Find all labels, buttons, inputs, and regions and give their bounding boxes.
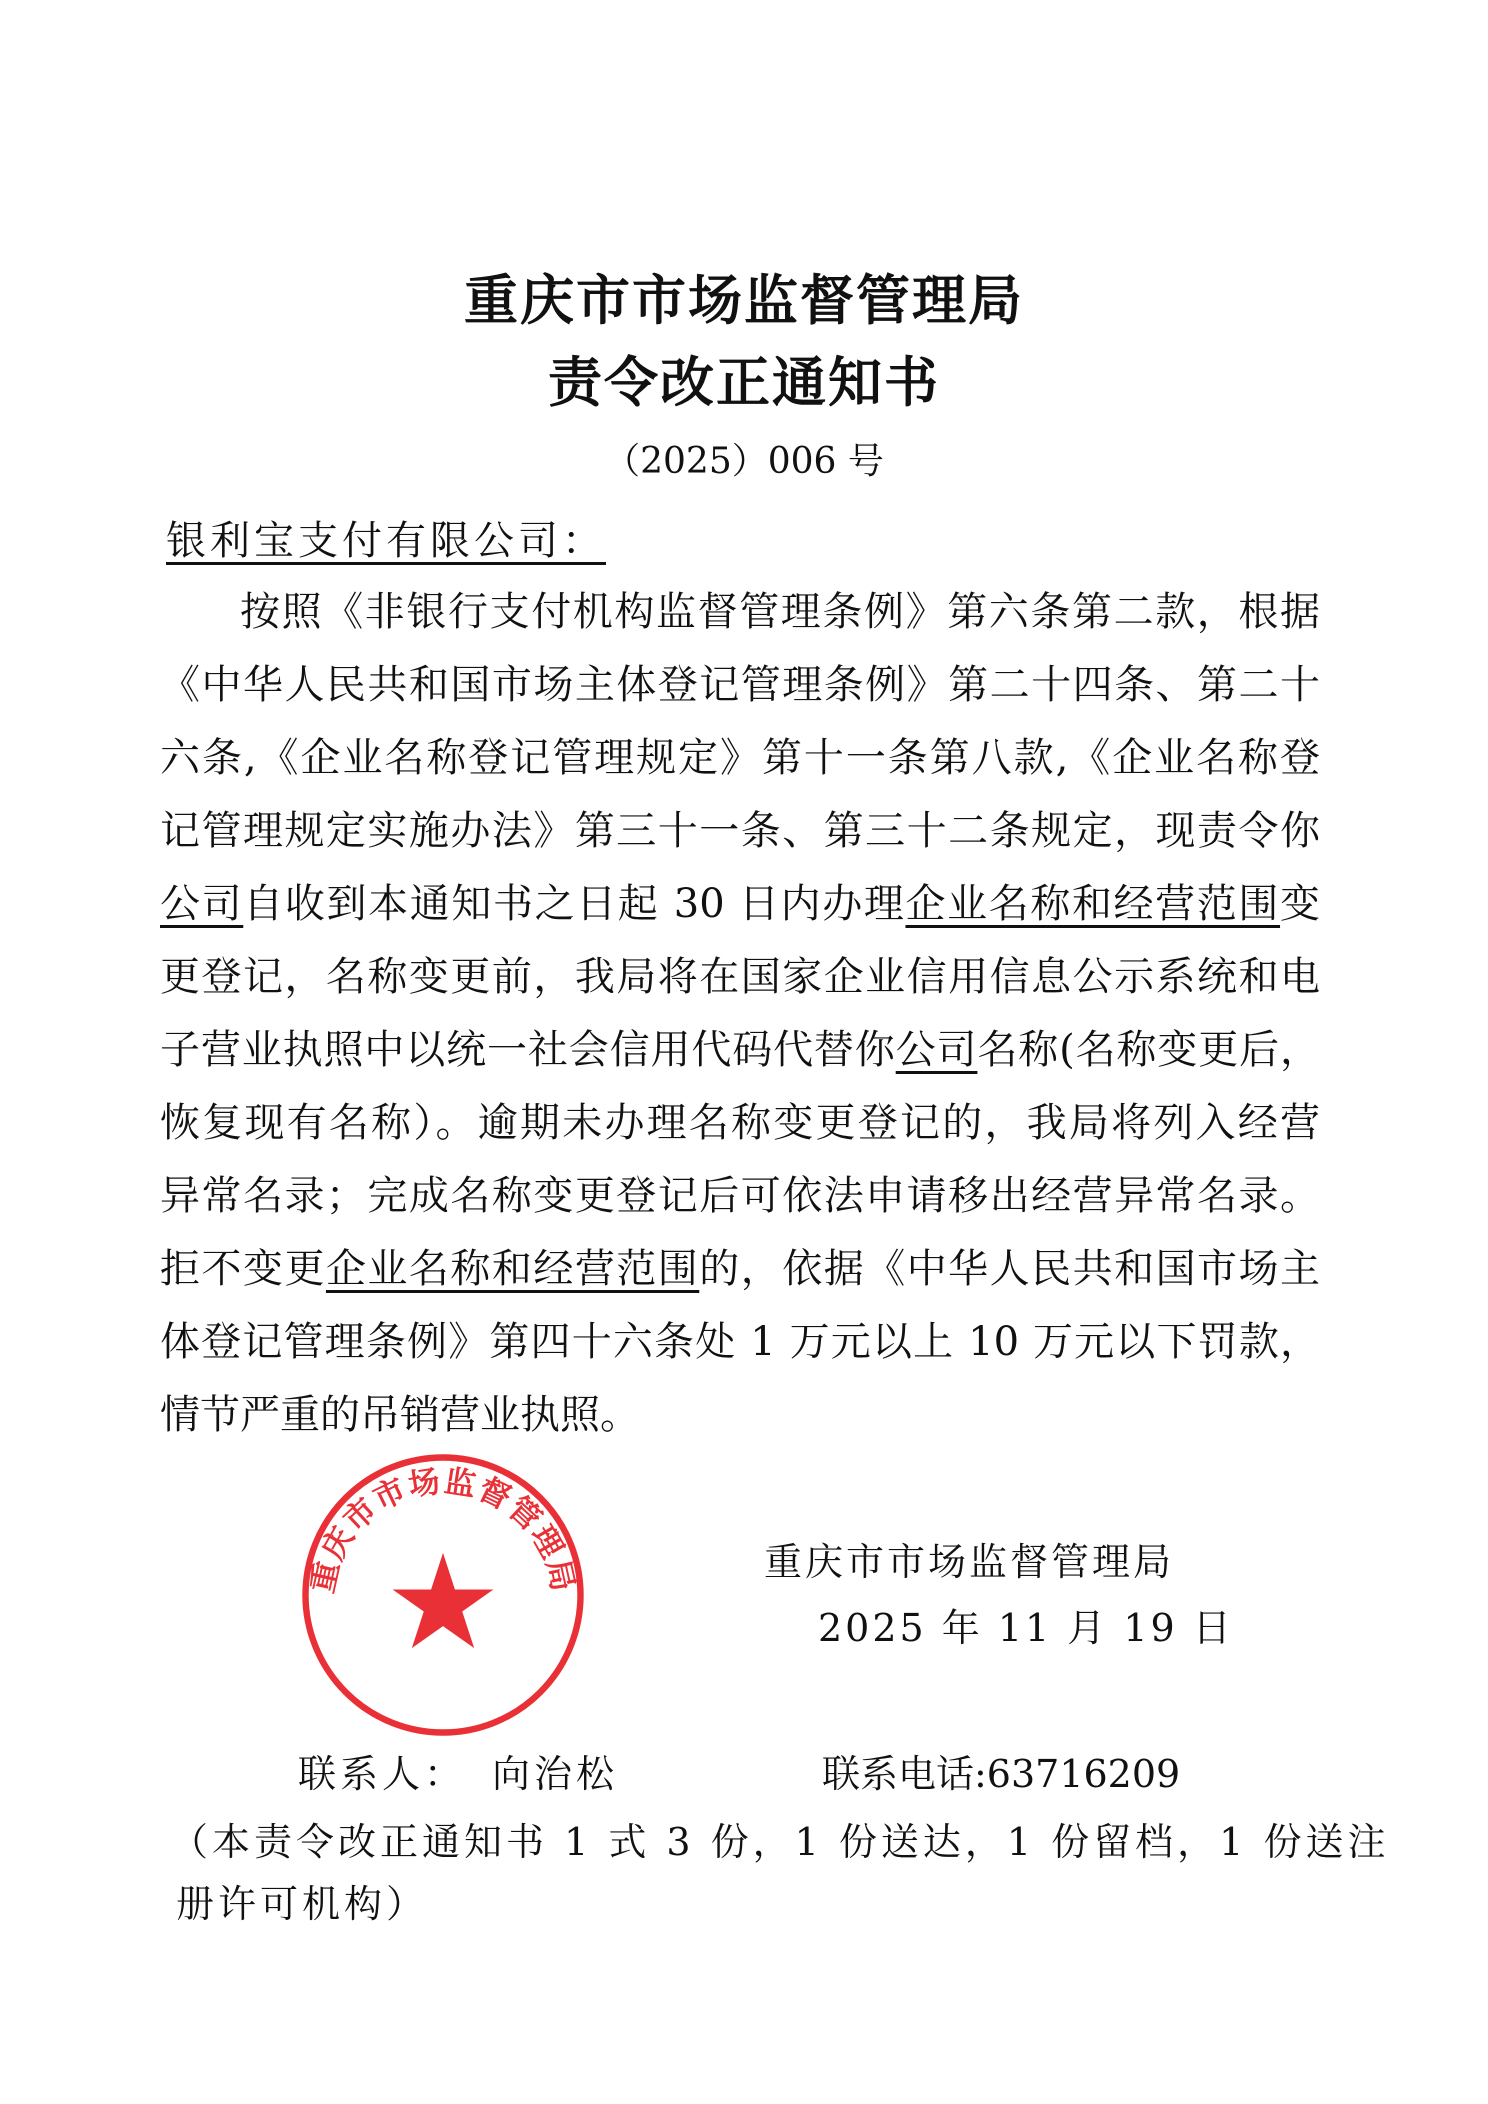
body-line bbox=[160, 1095, 1320, 1151]
body-text: 记管理规定实施办法》第三十一条、第三十二条规定，现责令你 bbox=[160, 808, 1320, 854]
body-line bbox=[160, 1241, 1320, 1297]
seal-text: 重庆市市场监督管理局 bbox=[304, 1463, 582, 1597]
seal-ring bbox=[306, 1458, 581, 1733]
body-text: 恢复现有名称）。逾期未办理名称变更登记的，我局将列入经营 bbox=[160, 1100, 1320, 1146]
copies-note-line: 册许可机构） bbox=[176, 1882, 429, 1926]
issue-date: 2025 年 11 月 19 日 bbox=[818, 1606, 1234, 1650]
body-text: 六条,《企业名称登记管理规定》第十一条第八款,《企业名称登 bbox=[160, 735, 1320, 781]
document-title-authority: 重庆市市场监督管理局 bbox=[464, 268, 1024, 332]
underlined-text: 企业名称和经营范围 bbox=[905, 881, 1281, 927]
copies-note-line: （本责令改正通知书 1 式 3 份，1 份送达，1 份留档，1 份送注 bbox=[170, 1820, 1390, 1864]
contact-phone: 联系电话:63716209 bbox=[822, 1752, 1181, 1796]
contact-person-name: 向治松 bbox=[492, 1752, 619, 1796]
underlined-text: 企业名称和经营范围 bbox=[325, 1246, 700, 1292]
body-line bbox=[160, 1168, 1320, 1224]
addressee-name: 银利宝支付有限公司： bbox=[166, 518, 606, 564]
body-text: 变 bbox=[1280, 881, 1321, 927]
contact-person-label: 联系人： bbox=[298, 1752, 467, 1796]
body-text: 异常名录；完成名称变更登记后可依法申请移出经营异常名录。 bbox=[160, 1173, 1320, 1219]
body-line bbox=[160, 803, 1320, 859]
body-line bbox=[160, 1022, 1320, 1078]
underlined-text: 公司 bbox=[160, 881, 244, 927]
document-number: （2025）006 号 bbox=[604, 441, 884, 482]
body-line bbox=[160, 949, 1320, 1005]
addressee bbox=[166, 516, 606, 566]
body-text: 的，依据《中华人民共和国市场主 bbox=[699, 1246, 1321, 1292]
body-text: 体登记管理条例》第四十六条处 1 万元以上 10 万元以下罚款， bbox=[160, 1319, 1320, 1365]
seal-star-icon bbox=[393, 1553, 494, 1648]
body-text: 按照《非银行支付机构监督管理条例》第六条第二款，根据 bbox=[240, 589, 1320, 635]
official-seal-stamp bbox=[300, 1452, 586, 1738]
body-line bbox=[160, 876, 1320, 932]
body-line bbox=[160, 1314, 1320, 1370]
body-text: 情节严重的吊销营业执照。 bbox=[160, 1392, 640, 1438]
body-text: 拒不变更 bbox=[160, 1246, 326, 1292]
issuer-signature: 重庆市市场监督管理局 bbox=[764, 1540, 1175, 1584]
body-line bbox=[160, 730, 1320, 786]
body-text: 更登记，名称变更前，我局将在国家企业信用信息公示系统和电 bbox=[160, 954, 1320, 1000]
body-line bbox=[240, 584, 1320, 640]
body-text: 自收到本通知书之日起 30 日内办理 bbox=[243, 881, 906, 927]
body-text: 《中华人民共和国市场主体登记管理条例》第二十四条、第二十 bbox=[160, 662, 1320, 708]
body-line bbox=[160, 1387, 1320, 1443]
underlined-text: 公司 bbox=[895, 1027, 978, 1073]
body-text: 子营业执照中以统一社会信用代码代替你 bbox=[160, 1027, 896, 1073]
body-line bbox=[160, 657, 1320, 713]
body-text: 名称(名称变更后， bbox=[977, 1027, 1321, 1073]
document-title-notice: 责令改正通知书 bbox=[548, 350, 940, 414]
